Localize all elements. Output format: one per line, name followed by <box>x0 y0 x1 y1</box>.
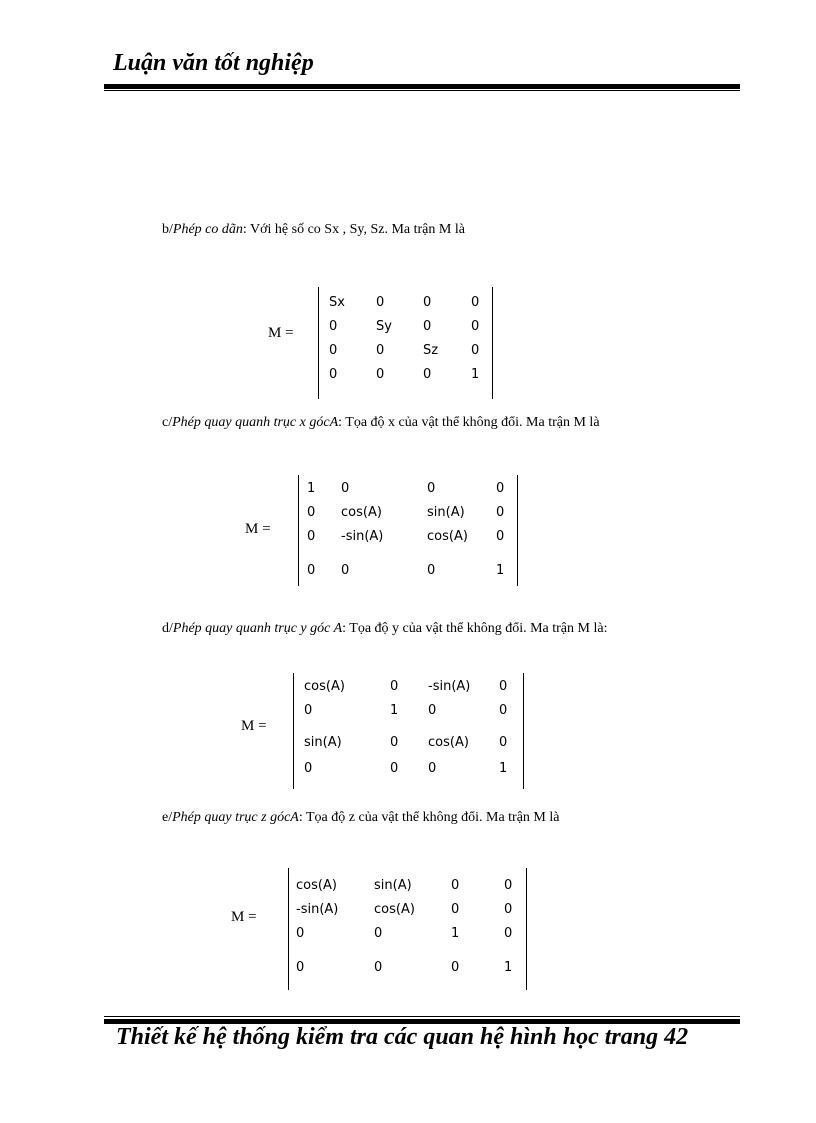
section-d-matrix-cell: 0 <box>499 703 508 718</box>
section-e-name: Phép quay trục z gócA <box>172 810 299 825</box>
section-b-matrix-cell: 0 <box>471 319 480 334</box>
section-e-matrix-cell: -sin(A) <box>296 902 339 917</box>
section-b-matrix-cell: 0 <box>329 319 338 334</box>
section-e-text: : Tọa độ z của vật thể không đổi. Ma trận M là <box>298 810 560 825</box>
section-c-matrix-cell: 0 <box>341 563 350 578</box>
section-d-matrix-cell: 1 <box>499 761 508 776</box>
section-b-matrix-cell: 0 <box>329 367 338 382</box>
section-d-matrix <box>293 673 524 789</box>
section-b-matrix-cell: 1 <box>471 367 480 382</box>
section-b-matrix-cell: 0 <box>376 295 385 310</box>
section-e-paragraph <box>162 810 559 826</box>
section-e-matrix-cell: cos(A) <box>374 902 415 917</box>
section-c-matrix-cell: 1 <box>307 481 316 496</box>
section-b-matrix <box>318 287 493 399</box>
section-c-matrix-cell: sin(A) <box>427 505 465 520</box>
section-c-matrix-cell: 0 <box>496 505 505 520</box>
header-rule-thin <box>104 90 740 91</box>
section-d-m-label: M = <box>241 718 267 734</box>
footer-rule-thin <box>104 1016 740 1017</box>
section-c-name: Phép quay quanh trục x gócA <box>172 415 339 430</box>
header-title: Luận văn tốt nghiệp <box>113 50 314 76</box>
section-d-matrix-cell: cos(A) <box>304 679 345 694</box>
section-b-matrix-cell: Sz <box>423 343 439 358</box>
section-e-matrix-cell: 1 <box>451 926 460 941</box>
section-e-matrix-cell: 0 <box>374 926 383 941</box>
section-c-prefix: c/ <box>162 415 173 430</box>
section-e-matrix-cell: 0 <box>296 926 305 941</box>
section-e-matrix-cell: 0 <box>296 960 305 975</box>
section-d-paragraph <box>162 621 607 637</box>
section-e-matrix-cell: 0 <box>374 960 383 975</box>
section-d-matrix-cell: 0 <box>499 679 508 694</box>
section-b-prefix: b/ <box>162 222 173 237</box>
section-e-matrix-cell: sin(A) <box>374 878 412 893</box>
section-e-matrix-cell: 0 <box>504 902 513 917</box>
section-c-matrix-cell: 0 <box>307 505 316 520</box>
section-d-matrix-cell: 0 <box>304 761 313 776</box>
section-d-matrix-cell: 0 <box>390 761 399 776</box>
section-c-matrix-cell: cos(A) <box>427 529 468 544</box>
section-e-m-label: M = <box>231 909 257 925</box>
section-c-text: : Tọa độ x của vật thể không đổi. Ma trận M là <box>338 415 600 430</box>
section-d-matrix-cell: 0 <box>428 703 437 718</box>
section-c-matrix-cell: 0 <box>496 529 505 544</box>
header-rule-thick <box>104 84 740 89</box>
section-d-matrix-cell: sin(A) <box>304 735 342 750</box>
section-b-name: Phép co dãn <box>172 222 243 237</box>
section-c-matrix-cell: 1 <box>496 563 505 578</box>
section-c-matrix-cell: 0 <box>307 563 316 578</box>
section-e-matrix-cell: 0 <box>504 878 513 893</box>
section-d-matrix-cell: 0 <box>390 679 399 694</box>
section-b-matrix-cell: 0 <box>329 343 338 358</box>
section-b-matrix-cell: 0 <box>471 343 480 358</box>
section-b-matrix-cell: 0 <box>423 367 432 382</box>
section-c-paragraph <box>162 415 600 431</box>
section-b-m-label: M = <box>268 325 294 341</box>
section-d-name: Phép quay quanh trục y góc A <box>172 621 343 636</box>
section-e-matrix-cell: 0 <box>504 926 513 941</box>
section-e-matrix-cell: 0 <box>451 902 460 917</box>
section-c-matrix <box>298 475 518 586</box>
section-e-matrix-cell: 1 <box>504 960 513 975</box>
section-c-matrix-cell: 0 <box>307 529 316 544</box>
section-c-matrix-cell: 0 <box>341 481 350 496</box>
footer-title: Thiết kế hệ thống kiểm tra các quan hệ hình học trang 42 <box>116 1024 689 1050</box>
section-c-matrix-cell: 0 <box>496 481 505 496</box>
section-d-matrix-cell: 1 <box>390 703 399 718</box>
section-d-text: : Tọa độ y của vật thể không đổi. Ma trận M là: <box>342 621 608 636</box>
section-e-matrix-cell: cos(A) <box>296 878 337 893</box>
section-b-matrix-cell: Sx <box>329 295 345 310</box>
section-b-matrix-cell: 0 <box>423 319 432 334</box>
section-d-matrix-cell: cos(A) <box>428 735 469 750</box>
section-b-matrix-cell: Sy <box>376 319 392 334</box>
section-c-matrix-cell: cos(A) <box>341 505 382 520</box>
section-e-matrix-cell: 0 <box>451 960 460 975</box>
section-d-matrix-cell: 0 <box>499 735 508 750</box>
section-d-matrix-cell: 0 <box>390 735 399 750</box>
section-c-m-label: M = <box>245 521 271 537</box>
section-b-paragraph <box>162 222 465 238</box>
section-b-matrix-cell: 0 <box>471 295 480 310</box>
section-e-matrix-cell: 0 <box>451 878 460 893</box>
section-d-matrix-cell: -sin(A) <box>428 679 471 694</box>
section-e-matrix <box>288 868 527 990</box>
section-c-matrix-cell: -sin(A) <box>341 529 384 544</box>
section-d-prefix: d/ <box>162 621 173 636</box>
section-d-matrix-cell: 0 <box>304 703 313 718</box>
section-b-text: : Với hệ số co Sx , Sy, Sz. Ma trận M là <box>242 222 465 237</box>
section-b-matrix-cell: 0 <box>376 343 385 358</box>
section-b-matrix-cell: 0 <box>423 295 432 310</box>
section-d-matrix-cell: 0 <box>428 761 437 776</box>
section-c-matrix-cell: 0 <box>427 481 436 496</box>
section-c-matrix-cell: 0 <box>427 563 436 578</box>
section-e-prefix: e/ <box>162 810 173 825</box>
section-b-matrix-cell: 0 <box>376 367 385 382</box>
